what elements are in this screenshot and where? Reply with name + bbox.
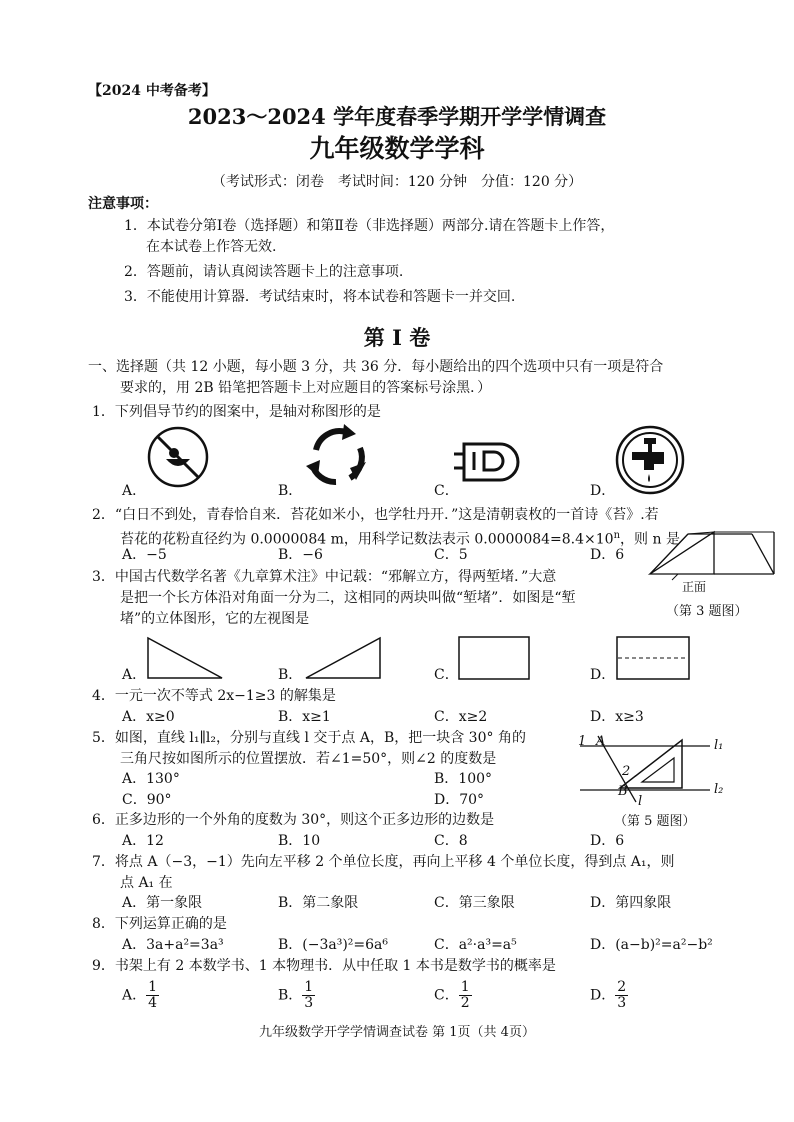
- q1-figure-c: [454, 438, 528, 484]
- note-item-2: 2．答题前，请认真阅读答题卡上的注意事项.: [124, 264, 404, 280]
- exam-tag: 【2024 中考备考】: [88, 83, 216, 99]
- q2-stem-line2-tail: ，则 n 是: [620, 531, 680, 548]
- q2-option-c[interactable]: C．5: [434, 547, 468, 563]
- q9-option-a-fraction: [146, 980, 159, 1011]
- q4-option-d[interactable]: D．x≥3: [590, 709, 644, 725]
- q3-view-c: [458, 636, 530, 680]
- q3-view-d: [616, 636, 690, 680]
- q9-option-b[interactable]: [278, 980, 315, 1011]
- q3-view-b: [304, 636, 382, 680]
- q7-option-a[interactable]: A．第一象限: [122, 895, 203, 911]
- q1-figure-a: [146, 425, 210, 489]
- q6-option-a[interactable]: A．12: [122, 833, 164, 849]
- q3-figure-label: 正面: [682, 580, 707, 594]
- q8-option-d[interactable]: D．(a−b)²=a²−b²: [590, 937, 713, 953]
- q9-b-numerator: 1: [304, 979, 314, 995]
- part1-instructions-cont: 要求的，用 2B 铅笔把答题卡上对应题目的答案标号涂黑．）: [120, 380, 492, 396]
- q3-option-c[interactable]: C．: [434, 667, 459, 683]
- q9-d-denominator: 3: [617, 995, 627, 1011]
- q3-figure-caption: （第 3 题图）: [666, 604, 748, 619]
- q5-stem-line1: 5．如图，直线 l₁∥l₂，分别与直线 l 交于点 A，B，把一块含 30° 角的: [92, 730, 526, 746]
- q1-option-c[interactable]: C．: [434, 483, 459, 499]
- q5-option-d[interactable]: D．70°: [434, 792, 485, 808]
- q8-option-b[interactable]: B．(−3a³)²=6a⁶: [278, 937, 389, 953]
- q2-exponent: n: [613, 530, 621, 541]
- q9-option-d-fraction: [615, 980, 628, 1011]
- q9-option-c-fraction: [459, 980, 472, 1011]
- q2-option-d[interactable]: D．6: [590, 547, 625, 563]
- q9-a-denominator: 4: [148, 995, 158, 1011]
- q5-label-one: 1: [578, 734, 587, 749]
- q8-stem: 8．下列运算正确的是: [92, 916, 227, 932]
- q4-option-b[interactable]: B．x≥1: [278, 709, 331, 725]
- exam-info: （考试形式：闭卷 考试时间：120 分钟 分值：120 分）: [211, 174, 583, 190]
- note-item-1: 1．本试卷分第Ⅰ卷（选择题）和第Ⅱ卷（非选择题）两部分.请在答题卡上作答，: [124, 218, 615, 234]
- q2-stem-line2-text: 苔花的花粉直径约为 0.0000084 m，用科学记数法表示 0.0000084=8.4×10: [120, 531, 614, 548]
- q7-stem-line2: 点 A₁ 在: [120, 875, 173, 891]
- q8-option-c[interactable]: C．a²·a³=a⁵: [434, 937, 517, 953]
- q7-option-c[interactable]: C．第三象限: [434, 895, 515, 911]
- q1-stem: 1．下列倡导节约的图案中，是轴对称图形的是: [92, 404, 381, 420]
- q5-label-l1: l₁: [714, 738, 724, 753]
- exam-subtitle: 九年级数学学科: [309, 134, 485, 163]
- note-item-3: 3．不能使用计算器．考试结束时，将本试卷和答题卡一并交回.: [124, 289, 516, 305]
- q6-option-c[interactable]: C．8: [434, 833, 468, 849]
- q1-figure-d: [614, 424, 686, 496]
- q9-stem: 9．书架上有 2 本数学书、1 本物理书．从中任取 1 本书是数学书的概率是: [92, 958, 556, 974]
- q3-stem-line2: 是把一个长方体沿对角面一分为二，这相同的两块叫做“堑堵”．如图是“堑: [120, 590, 576, 606]
- q5-option-b[interactable]: B．100°: [434, 771, 493, 787]
- q1-figure-b: [300, 420, 374, 494]
- q2-option-a[interactable]: A．−5: [122, 547, 167, 563]
- q5-label-B: B: [618, 784, 628, 799]
- q7-option-d[interactable]: D．第四象限: [590, 895, 672, 911]
- q9-option-c[interactable]: [434, 980, 472, 1011]
- q5-label-A: A: [596, 734, 606, 749]
- q3-figure: [648, 528, 778, 580]
- q4-stem: 4．一元一次不等式 2x−1≥3 的解集是: [92, 688, 336, 704]
- q7-stem-line1: 7．将点 A（−3，−1）先向左平移 2 个单位长度，再向上平移 4 个单位长度，得到点 A₁，则: [92, 854, 675, 870]
- q6-option-b[interactable]: B．10: [278, 833, 321, 849]
- q3-stem-line1: 3．中国古代数学名著《九章算术注》中记载：“邪解立方，得两堑堵．”大意: [92, 569, 557, 585]
- q9-option-d-label: D．: [590, 987, 616, 1004]
- q9-b-denominator: 3: [304, 995, 314, 1011]
- q4-option-a[interactable]: A．x≥0: [122, 709, 175, 725]
- q3-option-b[interactable]: B．: [278, 667, 303, 683]
- q1-option-a[interactable]: A．: [122, 483, 147, 499]
- q5-label-l2: l₂: [714, 782, 724, 797]
- q5-option-c[interactable]: C．90°: [122, 792, 172, 808]
- q3-stem-line3: 堵”的立体图形，它的左视图是: [120, 611, 310, 627]
- q4-option-c[interactable]: C．x≥2: [434, 709, 488, 725]
- section-title: 第 Ⅰ 卷: [363, 325, 431, 350]
- q5-stem-line2: 三角尺按如图所示的位置摆放．若∠1=50°，则∠2 的度数是: [120, 751, 497, 767]
- q9-option-a[interactable]: [122, 980, 159, 1011]
- exam-title: 2023～2024 学年度春季学期开学学情调查: [187, 104, 607, 129]
- q9-a-numerator: 1: [148, 979, 158, 995]
- q5-figure-caption: （第 5 题图）: [614, 814, 696, 829]
- q7-option-b[interactable]: B．第二象限: [278, 895, 359, 911]
- page-footer: 九年级数学开学学情调查试卷 第 1页（共 4页）: [259, 1025, 535, 1040]
- q9-option-a-label: A．: [122, 987, 147, 1004]
- q3-option-a[interactable]: A．: [122, 667, 147, 683]
- q9-option-d[interactable]: [590, 980, 628, 1011]
- notes-heading: 注意事项：: [88, 196, 158, 212]
- q2-option-b[interactable]: B．−6: [278, 547, 323, 563]
- q6-stem: 6．正多边形的一个外角的度数为 30°，则这个正多边形的边数是: [92, 812, 495, 828]
- q5-label-two: 2: [622, 764, 631, 779]
- q9-d-numerator: 2: [617, 979, 627, 995]
- q2-stem-line1: 2．“白日不到处，青春恰自来．苔花如米小，也学牡丹开．”这是清朝袁枚的一首诗《苔》.若: [92, 507, 659, 523]
- q9-option-b-fraction: [302, 980, 315, 1011]
- q3-view-a: [146, 636, 224, 680]
- q5-option-a[interactable]: A．130°: [122, 771, 180, 787]
- q5-label-l: l: [638, 794, 643, 809]
- q9-c-numerator: 1: [460, 979, 470, 995]
- q9-option-c-label: C．: [434, 987, 459, 1004]
- q9-c-denominator: 2: [460, 995, 470, 1011]
- q8-option-a[interactable]: A．3a+a²=3a³: [122, 937, 224, 953]
- q3-option-d[interactable]: D．: [590, 667, 616, 683]
- q1-option-d[interactable]: D．: [590, 483, 616, 499]
- part1-instructions: 一、选择题（共 12 小题，每小题 3 分，共 36 分．每小题给出的四个选项中只有一项是符合: [88, 359, 664, 375]
- note-item-1-cont: 在本试卷上作答无效.: [146, 239, 277, 255]
- q1-option-b[interactable]: B．: [278, 483, 303, 499]
- q9-option-b-label: B．: [278, 987, 303, 1004]
- q6-option-d[interactable]: D．6: [590, 833, 625, 849]
